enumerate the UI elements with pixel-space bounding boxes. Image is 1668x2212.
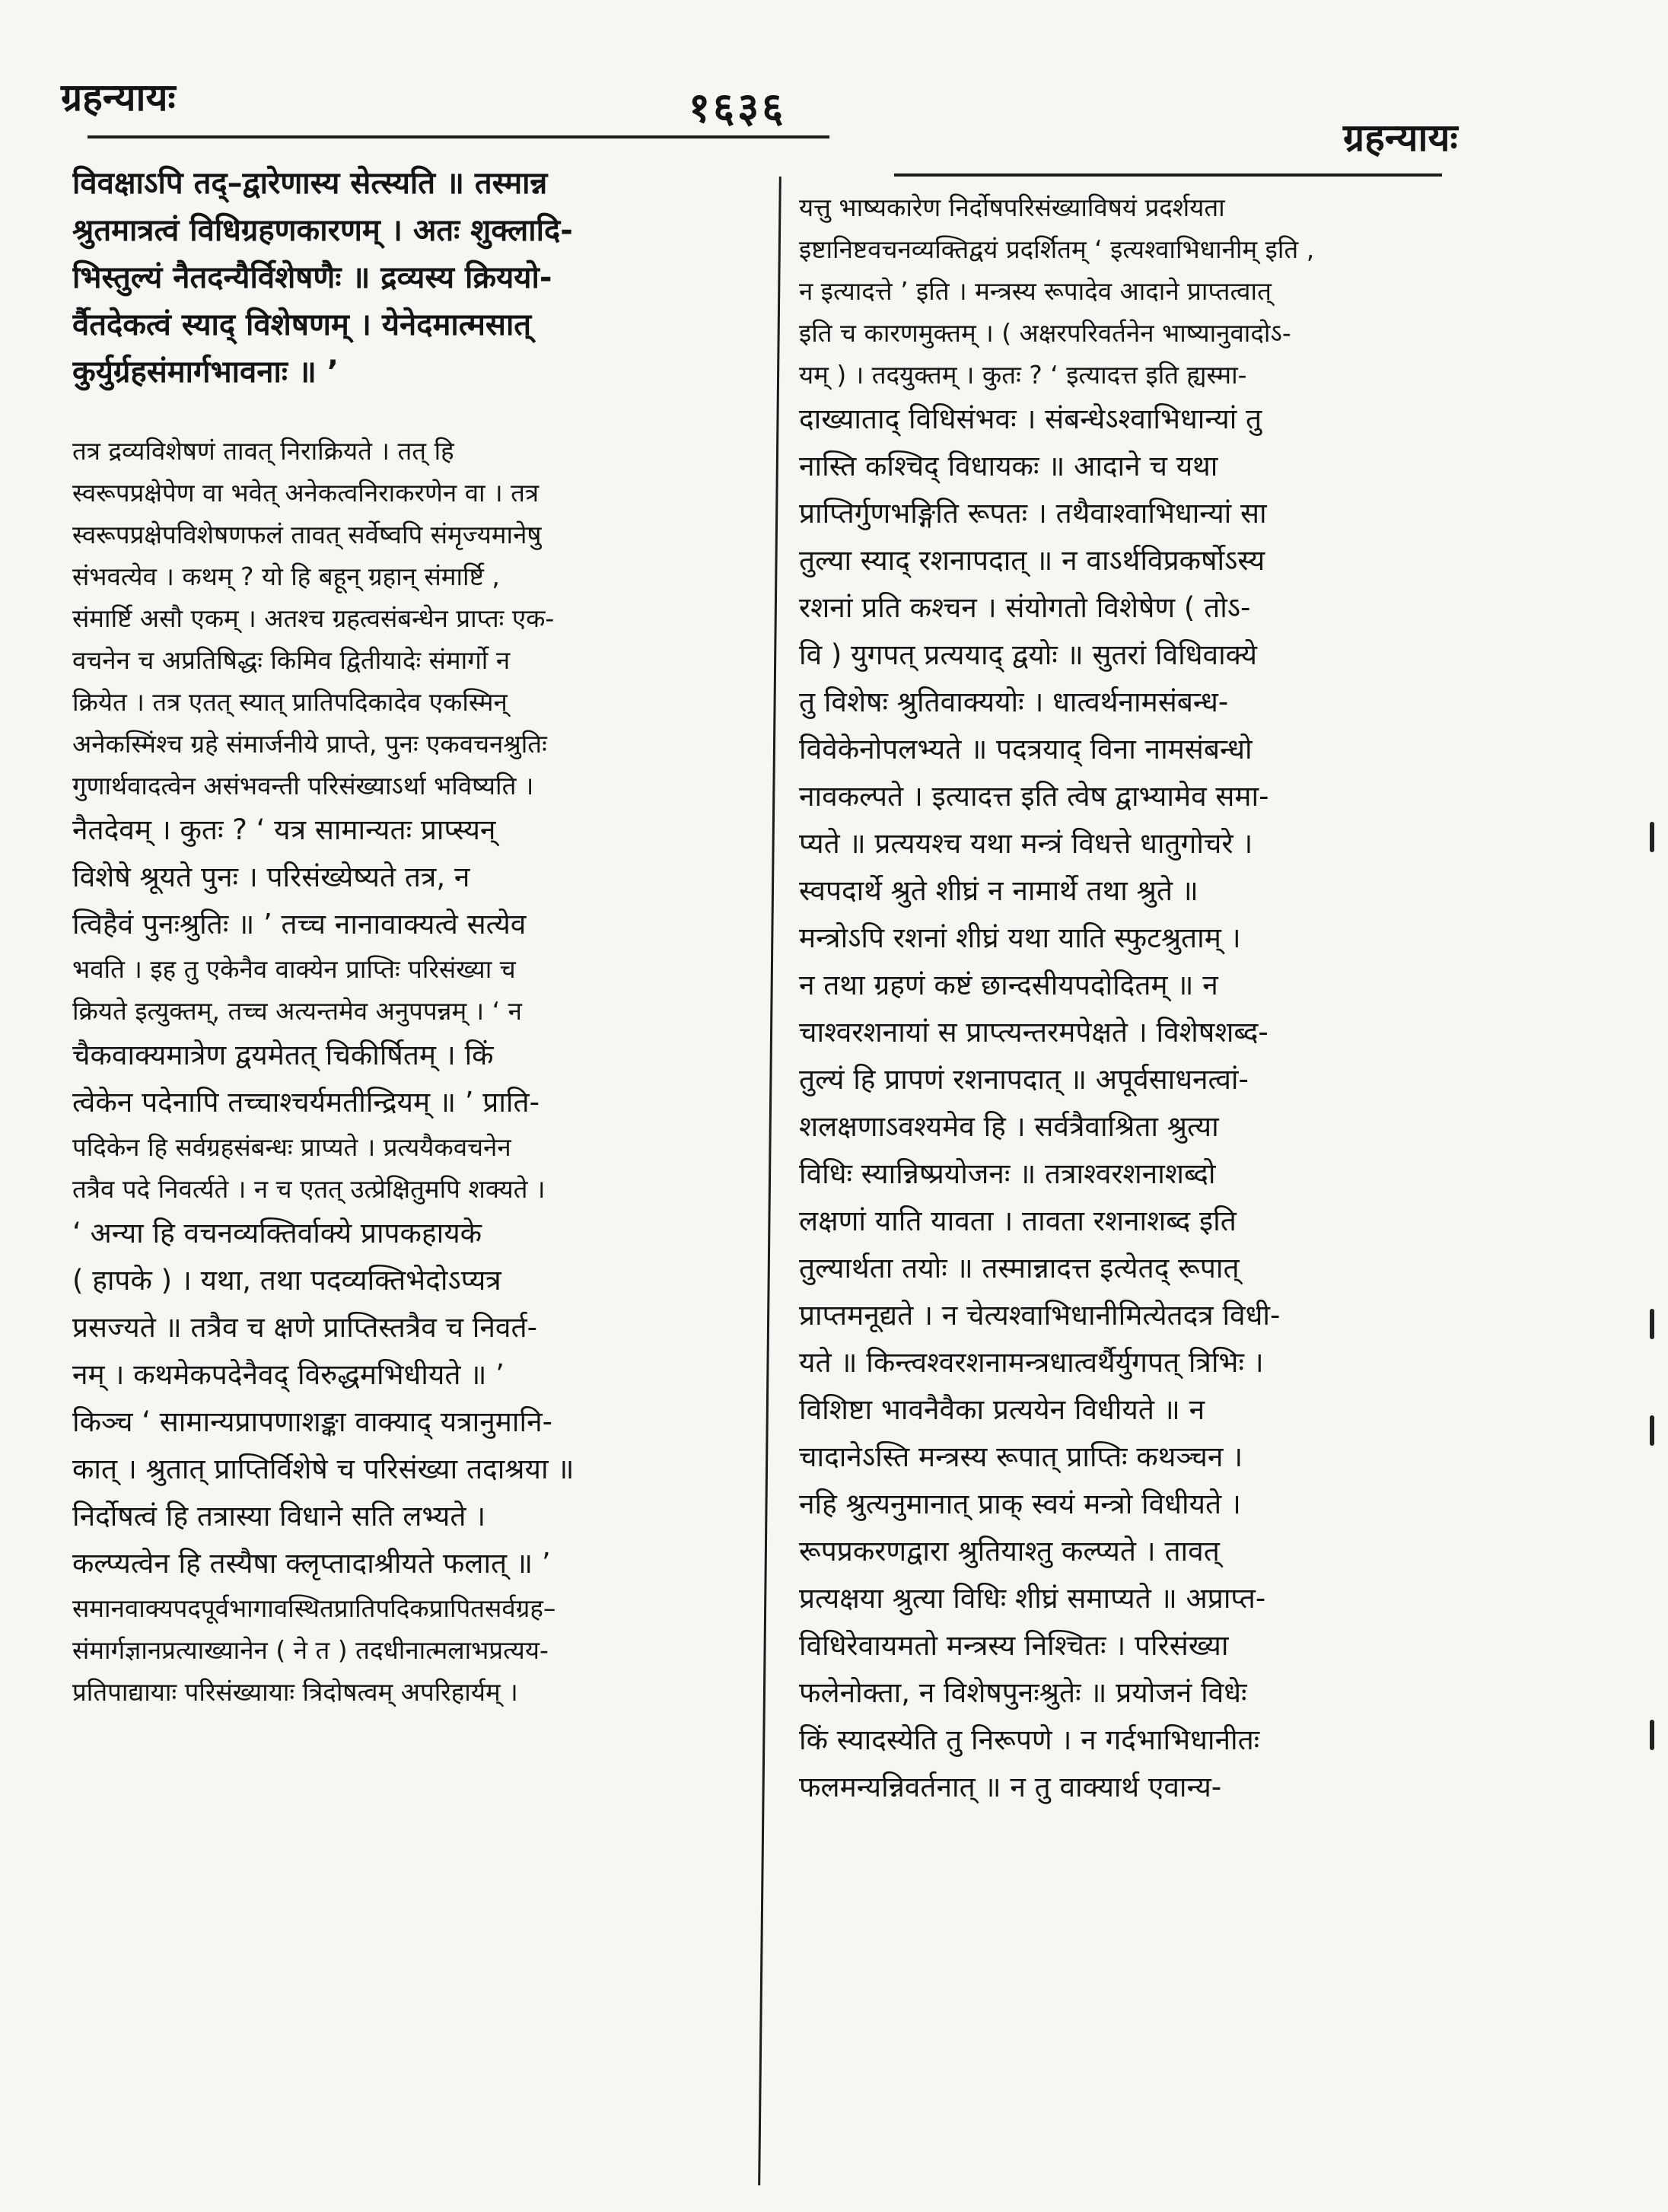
text-line: विशिष्टा भावनैवैका प्रत्ययेन विधीयते ॥ न <box>799 1393 1205 1426</box>
right-verse-block <box>799 396 1453 1811</box>
text-line: मन्त्रोऽपि रशनां शीघ्रं यथा याति स्फुटश्रुताम् । <box>799 921 1241 954</box>
text-line: क्रियते इत्युक्तम्, तच्च अत्यन्तमेव अनुपपन्नम् । ‘ न <box>72 996 522 1026</box>
paragraph-gap <box>72 396 742 430</box>
text-line: स्वपदार्थे श्रुते शीघ्रं न नामार्थे तथा श्रुते ॥ <box>799 874 1198 907</box>
text-line: किञ्च ‘ सामान्यप्रापणाशङ्का वाक्याद् यत्रानुमानि- <box>72 1405 552 1438</box>
text-line: भवति । इह तु एकेनैव वाक्येन प्राप्तिः परिसंख्या च <box>72 954 516 984</box>
text-line: निर्दोषत्वं हि तत्रास्या विधाने सति लभ्यते । <box>72 1500 486 1532</box>
text-line: दाख्याताद् विधिसंभवः । संबन्धेऽश्वाभिधान्यां तु <box>799 403 1262 435</box>
text-line: इष्टानिष्टवचनव्यक्तिद्वयं प्रदर्शितम् ‘ इत्यश्वाभिधानीम् इति , <box>799 234 1315 264</box>
text-line: चाश्वरशनायां स प्राप्त्यन्तरमपेक्षते । विशेषशब्द- <box>799 1016 1269 1049</box>
text-line: चैकवाक्यमात्रेण द्वयमेतत् चिकीर्षितम् । किं <box>72 1039 494 1071</box>
left-verse-block <box>72 160 742 396</box>
text-line: रशनां प्रति कश्चन । संयोगतो विशेषेण ( तोऽ- <box>799 591 1251 624</box>
scan-edge-mark <box>1650 1720 1654 1750</box>
text-line: तुल्या स्याद् रशनापदात् ॥ न वाऽर्थविप्रकर्षोऽस्य <box>799 544 1265 577</box>
scan-edge-mark <box>1650 1415 1654 1446</box>
text-line: विवेकेनोपलभ्यते ॥ पदत्रयाद् विना नामसंबन्धो <box>799 733 1253 765</box>
text-line: यते ॥ किन्त्वश्वरशनामन्त्रधात्वर्थैर्युगपत् त्रिभिः । <box>799 1346 1264 1379</box>
text-line: लक्षणां याति यावता । तावता रशनाशब्द इति <box>799 1205 1237 1237</box>
text-line: स्वरूपप्रक्षेपेण वा भवेत् अनेकत्वनिराकरणेन वा । तत्र <box>72 478 540 508</box>
text-line: न इत्यादत्ते ’ इति । मन्त्रस्य रूपादेव आदाने प्राप्तत्वात् <box>799 276 1272 306</box>
text-line: चादानेऽस्ति मन्त्रस्य रूपात् प्राप्तिः कथञ्चन । <box>799 1440 1243 1473</box>
text-line: क्रियेत । तत्र एतत् स्यात् प्रातिपदिकादेव एकस्मिन् <box>72 687 508 717</box>
right-column <box>799 186 1453 1811</box>
text-line: प्रतिपाद्यायाः परिसंख्यायाः त्रिदोषत्वम् अपरिहार्यम् । <box>72 1677 518 1707</box>
text-line: तत्रैव पदे निवर्त्यते । न च एतत् उत्प्रेक्षितुमपि शक्यते । <box>72 1174 546 1204</box>
text-line: यम् ) । तदयुक्तम् । कुतः ? ‘ इत्यादत्त इति ह्यस्मा- <box>799 360 1247 390</box>
text-line: विशेषे श्रूयते पुनः । परिसंख्येष्यते तत्र, न <box>72 861 470 893</box>
text-line: विधिरेवायमतो मन्त्रस्य निश्चितः । परिसंख्या <box>799 1629 1229 1662</box>
text-line: प्रसज्यते ॥ तत्रैव च क्षणे प्राप्तिस्तत्रैव च निवर्त- <box>72 1311 537 1344</box>
text-line: विधिः स्यान्निष्प्रयोजनः ॥ तत्राश्वरशनाशब्दो <box>799 1157 1216 1190</box>
text-line: तु विशेषः श्रुतिवाक्ययोः । धात्वर्थनामसंबन्ध- <box>799 686 1229 718</box>
text-line: प्यते ॥ प्रत्ययश्च यथा मन्त्रं विधत्ते धातुगोचरे । <box>799 827 1253 860</box>
text-line: तुल्यार्थता तयोः ॥ तस्मान्नादत्त इत्येतद् रूपात् <box>799 1252 1240 1284</box>
text-line: नम् । कथमेकपदेनैवद् विरुद्धमभिधीयते ॥ ’ <box>72 1358 505 1391</box>
text-line: न तथा ग्रहणं कष्टं छान्दसीयपदोदितम् ॥ न <box>799 969 1218 1001</box>
page-number: १६३६ <box>689 84 787 132</box>
text-line: वचनेन च अप्रतिषिद्धः किमिव द्वितीयादेः संमार्गो न <box>72 645 511 675</box>
text-line: वि ) युगपत् प्रत्ययाद् द्वयोः ॥ सुतरां विधिवाक्ये <box>799 638 1257 671</box>
text-line: शलक्षणाऽवश्यमेव हि । सर्वत्रैवाश्रिता श्रुत्या <box>799 1110 1219 1143</box>
text-line: नावकल्पते । इत्यादत्त इति त्वेष द्वाभ्यामेव समा- <box>799 780 1269 813</box>
scan-edge-mark <box>1650 1309 1654 1339</box>
text-line: कात् । श्रुतात् प्राप्तिर्विशेषे च परिसंख्या तदाश्रया ॥ <box>72 1453 575 1485</box>
running-header-left: ग्रहन्यायः <box>61 75 176 119</box>
header-rule-left <box>88 135 829 138</box>
text-line: श्रुतमात्रत्वं विधिग्रहणकारणम् । अतः शुक्लादि- <box>72 213 573 248</box>
text-line: समानवाक्यपदपूर्वभागावस्थितप्रातिपदिकप्रापितसर्वग्रह– <box>72 1593 556 1623</box>
text-line: भिस्तुल्यं नैतदन्यैर्विशेषणैः ॥ द्रव्यस्य क्रिययो- <box>72 260 552 295</box>
left-prose-block <box>72 430 742 1713</box>
column-divider <box>758 177 781 2185</box>
text-line: त्वेकेन पदेनापि तच्चाश्चर्यमतीन्द्रियम् ॥ ’ प्राति- <box>72 1086 540 1119</box>
header-rule-right <box>894 173 1442 177</box>
text-line: संभवत्येव । कथम् ? यो हि बहून् ग्रहान् संमार्ष्टि , <box>72 562 500 591</box>
text-line: प्राप्तमनूद्यते । न चेत्यश्वाभिधानीमित्येतदत्र विधी- <box>799 1299 1281 1332</box>
left-column <box>72 160 742 1713</box>
text-line: किं स्यादस्येति तु निरूपणे । न गर्दभाभिधानीतः <box>799 1723 1260 1756</box>
running-header-right: ग्रहन्यायः <box>1343 116 1458 160</box>
right-prose-block <box>799 186 1453 396</box>
text-line: अनेकस्मिंश्च ग्रहे संमार्जनीये प्राप्ते, पुनः एकवचनश्रुतिः <box>72 729 547 759</box>
text-line: नहि श्रुत्यनुमानात् प्राक् स्वयं मन्त्रो विधीयते । <box>799 1488 1241 1520</box>
text-line: तत्र द्रव्यविशेषणं तावत् निराक्रियते । तत् हि <box>72 436 454 466</box>
text-line: संमार्गज्ञानप्रत्याख्यानेन ( ने त ) तदधीनात्मलाभप्रत्यय- <box>72 1635 549 1665</box>
text-line: पदिकेन हि सर्वग्रहसंबन्धः प्राप्यते । प्रत्ययैकवचनेन <box>72 1132 511 1162</box>
text-line: नास्ति कश्चिद् विधायकः ॥ आदाने च यथा <box>799 450 1218 482</box>
text-line: इति च कारणमुक्तम् । ( अक्षरपरिवर्तनेन भाष्यानुवादोऽ- <box>799 318 1291 348</box>
text-line: कल्प्यत्वेन हि तस्यैषा क्लृप्तादाश्रीयते फलात् ॥ ’ <box>72 1547 551 1580</box>
text-line: संमार्ष्टि असौ एकम् । अतश्च ग्रहत्वसंबन्धेन प्राप्तः एक- <box>72 603 555 633</box>
text-line: ( हापके ) । यथा, तथा पदव्यक्तिभेदोऽप्यत्र <box>72 1264 501 1297</box>
text-line: र्वैतदेकत्वं स्याद् विशेषणम् । येनेदमात्मसात् <box>72 307 532 342</box>
text-line: कुर्युर्ग्रहसंमार्गभावनाः ॥ ’ <box>72 355 339 390</box>
text-line: फलमन्यन्निवर्तनात् ॥ न तु वाक्यार्थ एवान्य- <box>799 1771 1222 1803</box>
scan-edge-mark <box>1650 822 1654 852</box>
text-line: त्विहैवं पुनःश्रुतिः ॥ ’ तच्च नानावाक्यत्वे सत्येव <box>72 908 527 940</box>
text-line: प्राप्तिर्गुणभङ्गिति रूपतः । तथैवाश्वाभिधान्यां सा <box>799 497 1267 530</box>
text-line: तुल्यं हि प्रापणं रशनापदात् ॥ अपूर्वसाधनत्वां- <box>799 1063 1249 1096</box>
text-line: स्वरूपप्रक्षेपविशेषणफलं तावत् सर्वेष्वपि संमृज्यमानेषु <box>72 520 542 549</box>
text-line: नैतदेवम् । कुतः ? ‘ यत्र सामान्यतः प्राप्स्यन् <box>72 813 496 846</box>
text-line: प्रत्यक्षया श्रुत्या विधिः शीघ्रं समाप्यते ॥ अप्राप्त- <box>799 1582 1266 1615</box>
text-line: यत्तु भाष्यकारेण निर्दोषपरिसंख्याविषयं प्रदर्शयता <box>799 193 1225 222</box>
text-line: ‘ अन्या हि वचनव्यक्तिर्वाक्ये प्रापकहायके <box>72 1217 482 1249</box>
text-line: गुणार्थवादत्वेन असंभवन्ती परिसंख्याऽर्था भविष्यति । <box>72 771 534 800</box>
text-line: रूपप्रकरणद्वारा श्रुतियाश्तु कल्प्यते । तावत् <box>799 1535 1220 1567</box>
text-line: विवक्षाऽपि तद्–द्वारेणास्य सेत्स्यति ॥ तस्मान्न <box>72 166 548 201</box>
text-line: फलेनोक्ता, न विशेषपुनःश्रुतेः ॥ प्रयोजनं विधेः <box>799 1676 1247 1709</box>
